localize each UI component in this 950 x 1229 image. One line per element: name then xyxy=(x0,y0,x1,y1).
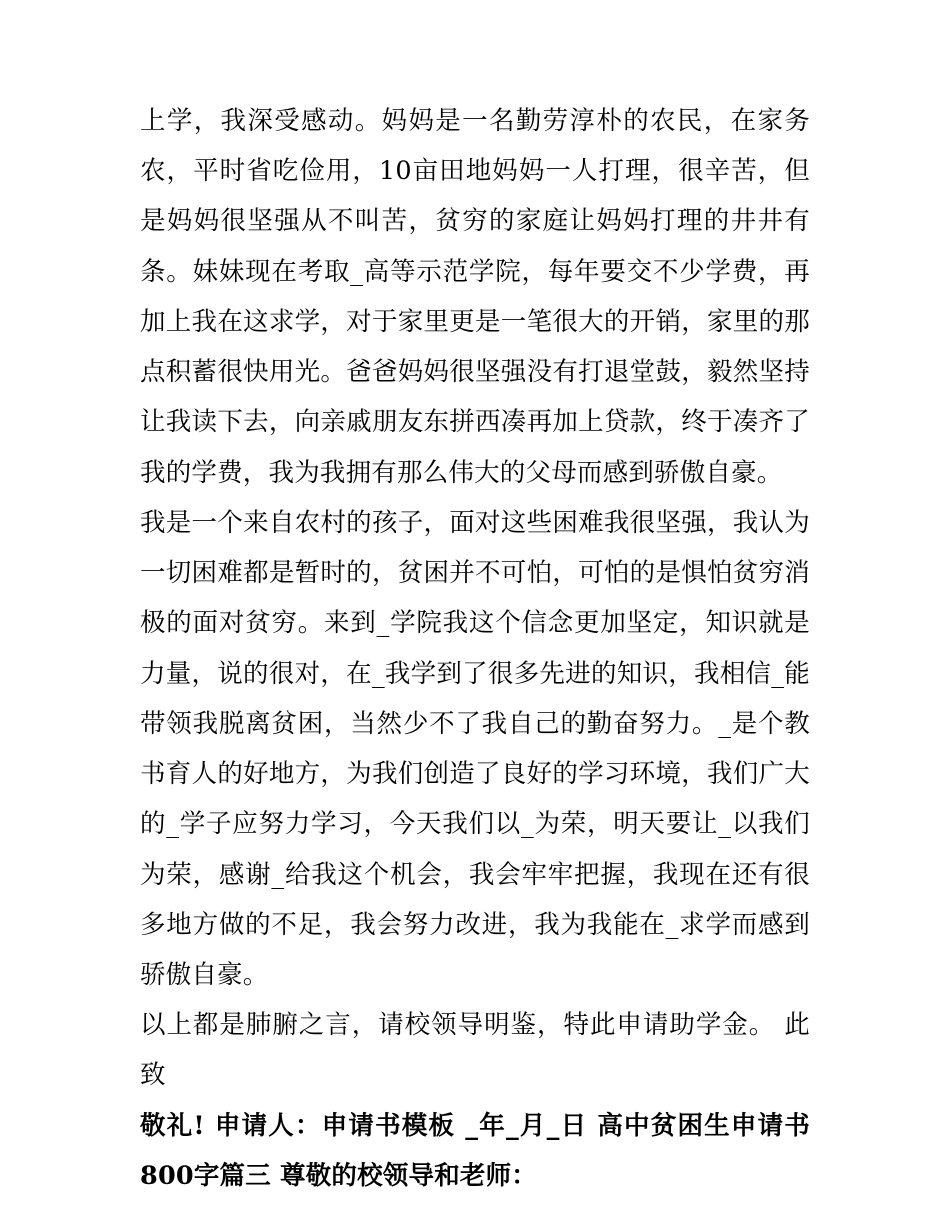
document-body xyxy=(140,96,810,1201)
paragraph: 我是一个来自农村的孩子，面对这些困难我很坚强，我认为一切困难都是暂时的，贫困并不可怕，可怕的是惧怕贫穷消极的面对贫穷。来到_学院我这个信念更加坚定，知识就是力量，说的很对，在_我学到了很多先进的知识，我相信_能带领我脱离贫困，当然少不了我自己的勤奋努力。_是个教书育人的好地方，为我们创造了良好的学习环境，我们广大的_学子应努力学习，今天我们以_为荣，明天要让_以我们为荣，感谢_给我这个机会，我会牢牢把握，我现在还有很多地方做的不足，我会努力改进，我为我能在_求学而感到骄傲自豪。 xyxy=(140,507,810,990)
paragraph: 上学，我深受感动。妈妈是一名勤劳淳朴的农民，在家务农，平时省吃俭用，10亩田地妈妈一人打理，很辛苦，但是妈妈很坚强从不叫苦，贫穷的家庭让妈妈打理的井井有条。妹妹现在考取_高等示范学院，每年要交不少学费，再加上我在这求学，对于家里更是一笔很大的开销，家里的那点积蓄很快用光。爸爸妈妈很坚强没有打退堂鼓，毅然坚持让我读下去，向亲戚朋友东拼西凑再加上贷款，终于凑齐了我的学费，我为我拥有那么伟大的父母而感到骄傲自豪。 xyxy=(140,106,810,488)
paragraph: 敬礼! 申请人：申请书模板 _年_月_日 高中贫困生申请书800字篇三 尊敬的校领导和老师： xyxy=(140,1110,810,1191)
paragraph: 以上都是肺腑之言，请校领导明鉴，特此申请助学金。 此致 xyxy=(140,1010,810,1091)
